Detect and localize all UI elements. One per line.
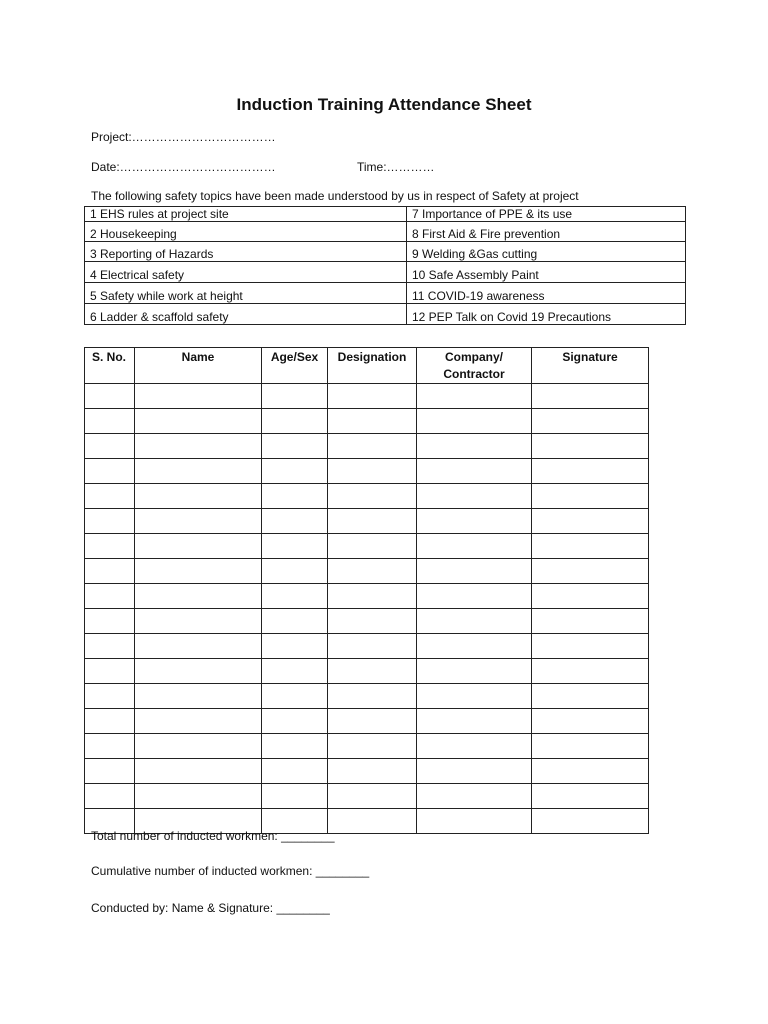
topic-cell: 7 Importance of PPE & its use — [407, 207, 686, 222]
empty-cell[interactable] — [417, 659, 532, 684]
topic-cell: 2 Housekeeping — [85, 222, 407, 242]
empty-cell[interactable] — [135, 584, 262, 609]
table-row — [85, 709, 649, 734]
empty-cell[interactable] — [262, 559, 328, 584]
empty-cell[interactable] — [328, 709, 417, 734]
empty-cell[interactable] — [135, 509, 262, 534]
topic-cell: 10 Safe Assembly Paint — [407, 262, 686, 283]
empty-cell[interactable] — [135, 459, 262, 484]
empty-cell[interactable] — [85, 784, 135, 809]
empty-cell[interactable] — [328, 584, 417, 609]
empty-cell[interactable] — [85, 409, 135, 434]
empty-cell[interactable] — [417, 759, 532, 784]
empty-cell[interactable] — [262, 609, 328, 634]
header-sno: S. No. — [85, 348, 135, 384]
empty-cell[interactable] — [85, 734, 135, 759]
cumulative-inducted: Cumulative number of inducted workmen: ________ — [91, 864, 370, 878]
header-designation: Designation — [328, 348, 417, 384]
empty-cell[interactable] — [417, 534, 532, 559]
empty-cell[interactable] — [532, 384, 649, 409]
empty-cell[interactable] — [532, 434, 649, 459]
empty-cell[interactable] — [417, 434, 532, 459]
empty-cell[interactable] — [135, 759, 262, 784]
empty-cell[interactable] — [532, 659, 649, 684]
empty-cell[interactable] — [262, 634, 328, 659]
empty-cell[interactable] — [262, 434, 328, 459]
empty-cell[interactable] — [135, 434, 262, 459]
table-row — [85, 734, 649, 759]
empty-cell[interactable] — [262, 784, 328, 809]
empty-cell[interactable] — [532, 609, 649, 634]
empty-cell[interactable] — [85, 634, 135, 659]
empty-cell[interactable] — [262, 734, 328, 759]
empty-cell[interactable] — [262, 759, 328, 784]
empty-cell[interactable] — [328, 384, 417, 409]
empty-cell[interactable] — [328, 659, 417, 684]
empty-cell[interactable] — [135, 709, 262, 734]
empty-cell[interactable] — [85, 659, 135, 684]
empty-cell[interactable] — [328, 634, 417, 659]
header-company-contractor: Company/ Contractor — [417, 348, 532, 384]
topics-intro: The following safety topics have been made understood by us in respect of Safety at project — [91, 189, 579, 203]
total-inducted: Total number of inducted workmen: ________ — [91, 829, 335, 843]
empty-cell[interactable] — [135, 534, 262, 559]
empty-cell[interactable] — [328, 484, 417, 509]
empty-cell[interactable] — [85, 709, 135, 734]
header-age-sex: Age/Sex — [262, 348, 328, 384]
empty-cell[interactable] — [85, 384, 135, 409]
empty-cell[interactable] — [85, 559, 135, 584]
empty-cell[interactable] — [328, 784, 417, 809]
table-row — [85, 784, 649, 809]
topic-cell: 12 PEP Talk on Covid 19 Precautions — [407, 304, 686, 325]
empty-cell[interactable] — [532, 534, 649, 559]
empty-cell[interactable] — [328, 759, 417, 784]
empty-cell[interactable] — [135, 659, 262, 684]
empty-cell[interactable] — [85, 509, 135, 534]
empty-cell[interactable] — [328, 734, 417, 759]
empty-cell[interactable] — [328, 459, 417, 484]
empty-cell[interactable] — [417, 634, 532, 659]
empty-cell[interactable] — [532, 459, 649, 484]
empty-cell[interactable] — [328, 609, 417, 634]
topic-cell: 5 Safety while work at height — [85, 283, 407, 304]
header-signature: Signature — [532, 348, 649, 384]
empty-cell[interactable] — [532, 709, 649, 734]
empty-cell[interactable] — [532, 809, 649, 834]
table-row — [85, 659, 649, 684]
empty-cell[interactable] — [262, 659, 328, 684]
table-row — [85, 534, 649, 559]
topic-cell: 11 COVID-19 awareness — [407, 283, 686, 304]
safety-topics-table — [84, 206, 686, 325]
table-row — [85, 434, 649, 459]
empty-cell[interactable] — [417, 784, 532, 809]
empty-cell[interactable] — [417, 509, 532, 534]
empty-cell[interactable] — [135, 559, 262, 584]
empty-cell[interactable] — [262, 459, 328, 484]
empty-cell[interactable] — [532, 484, 649, 509]
empty-cell[interactable] — [417, 559, 532, 584]
empty-cell[interactable] — [417, 684, 532, 709]
table-row — [85, 409, 649, 434]
empty-cell[interactable] — [262, 484, 328, 509]
empty-cell[interactable] — [85, 459, 135, 484]
empty-cell[interactable] — [532, 509, 649, 534]
empty-cell[interactable] — [135, 684, 262, 709]
empty-cell[interactable] — [532, 634, 649, 659]
empty-cell[interactable] — [532, 559, 649, 584]
empty-cell[interactable] — [417, 409, 532, 434]
table-row — [85, 459, 649, 484]
project-field: Project:……………………………… — [91, 130, 276, 144]
table-row — [85, 509, 649, 534]
topic-cell: 1 EHS rules at project site — [85, 207, 407, 222]
empty-cell[interactable] — [532, 784, 649, 809]
empty-cell[interactable] — [417, 734, 532, 759]
table-row — [85, 634, 649, 659]
table-row — [85, 384, 649, 409]
empty-cell[interactable] — [262, 509, 328, 534]
empty-cell[interactable] — [328, 809, 417, 834]
date-field: Date:………………………………… — [91, 160, 276, 174]
empty-cell[interactable] — [262, 534, 328, 559]
empty-cell[interactable] — [262, 709, 328, 734]
header-name: Name — [135, 348, 262, 384]
attendance-table — [84, 347, 649, 834]
empty-cell[interactable] — [328, 684, 417, 709]
empty-cell[interactable] — [532, 584, 649, 609]
table-row — [85, 484, 649, 509]
empty-cell[interactable] — [417, 809, 532, 834]
time-field: Time:………… — [357, 160, 435, 174]
topic-cell: 8 First Aid & Fire prevention — [407, 222, 686, 242]
empty-cell[interactable] — [262, 584, 328, 609]
empty-cell[interactable] — [417, 484, 532, 509]
empty-cell[interactable] — [85, 584, 135, 609]
topic-cell: 9 Welding &Gas cutting — [407, 242, 686, 262]
page-title: Induction Training Attendance Sheet — [236, 95, 532, 114]
table-row — [85, 609, 649, 634]
empty-cell[interactable] — [417, 459, 532, 484]
conducted-by: Conducted by: Name & Signature: ________ — [91, 901, 330, 915]
empty-cell[interactable] — [135, 784, 262, 809]
table-row — [85, 684, 649, 709]
empty-cell[interactable] — [85, 759, 135, 784]
empty-cell[interactable] — [85, 434, 135, 459]
empty-cell[interactable] — [532, 734, 649, 759]
empty-cell[interactable] — [417, 584, 532, 609]
empty-cell[interactable] — [262, 409, 328, 434]
empty-cell[interactable] — [262, 384, 328, 409]
empty-cell[interactable] — [328, 559, 417, 584]
table-row — [85, 559, 649, 584]
empty-cell[interactable] — [135, 484, 262, 509]
empty-cell[interactable] — [135, 609, 262, 634]
empty-cell[interactable] — [135, 409, 262, 434]
empty-cell[interactable] — [532, 684, 649, 709]
empty-cell[interactable] — [328, 434, 417, 459]
topic-cell: 6 Ladder & scaffold safety — [85, 304, 407, 325]
empty-cell[interactable] — [135, 384, 262, 409]
empty-cell[interactable] — [532, 409, 649, 434]
empty-cell[interactable] — [328, 534, 417, 559]
table-row — [85, 759, 649, 784]
empty-cell[interactable] — [85, 684, 135, 709]
empty-cell[interactable] — [532, 759, 649, 784]
empty-cell[interactable] — [328, 509, 417, 534]
empty-cell[interactable] — [262, 684, 328, 709]
empty-cell[interactable] — [417, 709, 532, 734]
topic-cell: 3 Reporting of Hazards — [85, 242, 407, 262]
empty-cell[interactable] — [135, 734, 262, 759]
empty-cell[interactable] — [85, 609, 135, 634]
attendance-rows — [85, 384, 649, 834]
topic-cell: 4 Electrical safety — [85, 262, 407, 283]
table-row — [85, 584, 649, 609]
empty-cell[interactable] — [135, 634, 262, 659]
empty-cell[interactable] — [85, 534, 135, 559]
empty-cell[interactable] — [85, 484, 135, 509]
empty-cell[interactable] — [328, 409, 417, 434]
empty-cell[interactable] — [417, 609, 532, 634]
empty-cell[interactable] — [417, 384, 532, 409]
